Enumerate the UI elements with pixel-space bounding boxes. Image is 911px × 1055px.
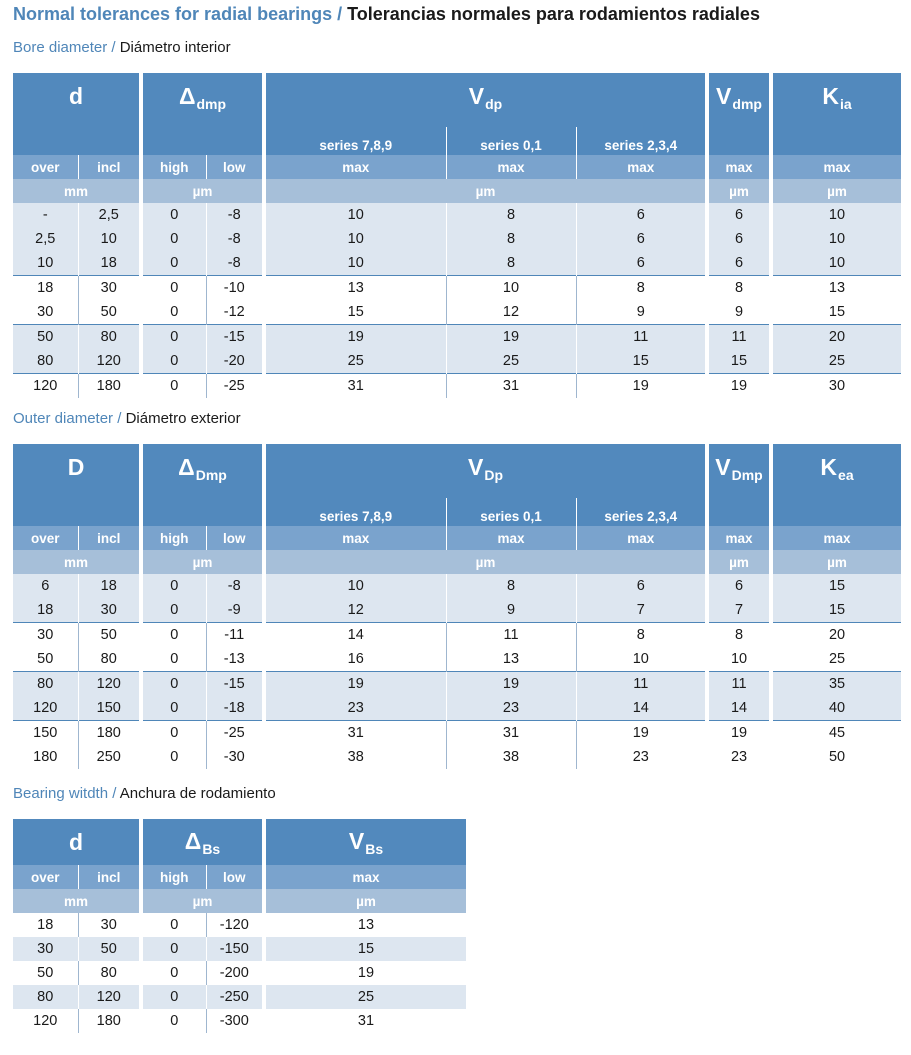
page-title-en: Normal tolerances for radial bearings / — [13, 4, 343, 24]
table-cell: -8 — [206, 574, 264, 598]
table-cell: 0 — [141, 696, 206, 721]
table-cell: 180 — [78, 1009, 141, 1033]
table-cell: 10 — [78, 227, 141, 251]
table-cell: 30 — [37, 304, 54, 320]
table-cell: 30 — [78, 598, 141, 623]
table-cell: 80 — [13, 672, 78, 697]
table-cell: 19 — [707, 374, 771, 399]
table-cell: 31 — [264, 1009, 466, 1033]
table-cell: 15 — [264, 937, 466, 961]
table-cell: 120 — [78, 349, 141, 374]
outer-diameter-table — [13, 444, 901, 769]
table-cell: 8 — [446, 251, 576, 276]
table-cell: 23 — [446, 696, 576, 721]
table-cell: 180 — [78, 721, 141, 746]
table-cell: 6 — [576, 251, 707, 276]
table-cell: 10 — [446, 276, 576, 301]
table-cell: 0 — [141, 745, 206, 769]
table-row — [13, 349, 901, 374]
table-cell: -15 — [206, 325, 264, 350]
section-label-bore — [13, 39, 231, 56]
table-cell: -13 — [206, 647, 264, 672]
table-cell: 38 — [446, 745, 576, 769]
table-cell: 50 — [37, 965, 54, 981]
header-cell: max — [264, 526, 446, 550]
header-vm: $V_{dmp}$ — [707, 73, 771, 155]
table-cell: 80 — [13, 349, 78, 374]
table-row — [13, 251, 901, 276]
table-cell: 80 — [78, 325, 141, 350]
table-cell: 40 — [771, 696, 901, 721]
table-row — [13, 300, 901, 325]
table-row — [13, 374, 901, 399]
table-cell: 8 — [707, 623, 771, 648]
table-cell: 11 — [707, 325, 771, 350]
table-cell: -200 — [206, 961, 264, 985]
table-cell: 15 — [771, 598, 901, 623]
header-series: series 2,3,4 — [576, 127, 707, 155]
unit-cell: mm — [13, 889, 141, 913]
table-cell: 0 — [141, 203, 206, 227]
table-cell: 19 — [707, 721, 771, 746]
header-cell: incl — [78, 865, 141, 889]
table-row — [13, 913, 466, 937]
table-row — [13, 696, 901, 721]
table-cell: 0 — [141, 1009, 206, 1033]
table-cell: -10 — [206, 276, 264, 301]
table-row — [13, 203, 901, 227]
table-cell: 7 — [576, 598, 707, 623]
table-cell: 11 — [576, 672, 707, 697]
table-cell: 6 — [576, 203, 707, 227]
table-cell: 15 — [264, 300, 446, 325]
header-d: D — [13, 444, 141, 526]
header-cell: incl — [78, 155, 141, 179]
table-cell: -12 — [206, 300, 264, 325]
table-cell: 19 — [446, 325, 576, 350]
table-cell: 8 — [576, 623, 707, 648]
page-title-es: Tolerancias normales para rodamientos radiales — [347, 4, 760, 24]
table-cell: 8 — [707, 276, 771, 301]
header-series: series 0,1 — [446, 498, 576, 526]
table-cell: -18 — [206, 696, 264, 721]
header-cell: max — [576, 526, 707, 550]
table-cell: -15 — [206, 672, 264, 697]
table-row — [13, 325, 901, 350]
table-cell: 14 — [707, 696, 771, 721]
table-cell: 12 — [264, 598, 446, 623]
header-cell: max — [707, 526, 771, 550]
table-cell: -20 — [206, 349, 264, 374]
table-row — [13, 647, 901, 672]
table-row — [13, 672, 901, 697]
table-cell: -150 — [206, 937, 264, 961]
table-cell: 80 — [13, 985, 78, 1009]
table-cell: -25 — [206, 721, 264, 746]
table-cell: 6 — [576, 574, 707, 598]
table-cell: 8 — [446, 574, 576, 598]
table-cell: -25 — [206, 374, 264, 399]
bearing-width-table — [13, 819, 466, 1033]
table-cell: 0 — [141, 913, 206, 937]
table-cell: 18 — [13, 276, 78, 301]
table-cell: 23 — [576, 745, 707, 769]
header-cell: max — [771, 155, 901, 179]
table-row — [13, 721, 901, 746]
header-v: $V_{dp}$ — [264, 73, 707, 127]
header-delta: $\Delta_{dmp}$ — [141, 73, 264, 155]
table-cell: 50 — [771, 745, 901, 769]
table-cell: 13 — [264, 913, 466, 937]
table-cell: 10 — [264, 251, 446, 276]
table-cell: 23 — [707, 745, 771, 769]
header-delta: $\Delta_{Bs}$ — [141, 819, 264, 865]
header-cell: low — [206, 865, 264, 889]
table-cell: 12 — [446, 300, 576, 325]
unit-cell: µm — [771, 179, 901, 203]
table-cell: 9 — [707, 300, 771, 325]
table-cell: 0 — [141, 598, 206, 623]
table-cell: 120 — [78, 672, 141, 697]
header-v: $V_{Bs}$ — [264, 819, 466, 865]
table-row — [13, 1009, 466, 1033]
table-cell: 20 — [771, 325, 901, 350]
table-row — [13, 985, 466, 1009]
header-cell: max — [576, 155, 707, 179]
table-cell: 25 — [264, 985, 466, 1009]
table-cell: 10 — [264, 203, 446, 227]
header-d: d — [13, 73, 141, 155]
table-cell: 0 — [141, 227, 206, 251]
table-cell: -120 — [206, 913, 264, 937]
table-cell: - — [13, 203, 78, 227]
table-cell: 10 — [771, 227, 901, 251]
header-d: d — [13, 819, 141, 865]
header-cell: high — [141, 155, 206, 179]
table-cell: 19 — [576, 721, 707, 746]
table-row — [13, 227, 901, 251]
header-series: series 7,8,9 — [264, 498, 446, 526]
header-vm: $V_{Dmp}$ — [707, 444, 771, 526]
table-cell: 80 — [78, 961, 141, 985]
table-cell: 13 — [446, 647, 576, 672]
table-cell: 6 — [13, 574, 78, 598]
table-cell: 10 — [771, 203, 901, 227]
table-cell: 20 — [771, 623, 901, 648]
header-row-units — [13, 179, 901, 203]
table-cell: 13 — [264, 276, 446, 301]
table-cell: -250 — [206, 985, 264, 1009]
unit-cell: µm — [141, 889, 264, 913]
table-cell: 10 — [707, 647, 771, 672]
table-cell: -8 — [206, 251, 264, 276]
table-cell: 10 — [771, 251, 901, 276]
table-cell: 25 — [264, 349, 446, 374]
header-cell: low — [206, 155, 264, 179]
table-cell: 8 — [446, 203, 576, 227]
unit-cell: µm — [264, 550, 707, 574]
header-delta: $\Delta_{Dmp}$ — [141, 444, 264, 526]
table-cell: 31 — [446, 721, 576, 746]
header-cell: max — [771, 526, 901, 550]
table-cell: 0 — [141, 251, 206, 276]
table-cell: -30 — [206, 745, 264, 769]
table-row — [13, 574, 901, 598]
table-cell: 50 — [37, 651, 54, 667]
table-cell: 31 — [446, 374, 576, 399]
table-cell: 31 — [264, 721, 446, 746]
table-cell: 120 — [78, 985, 141, 1009]
table-cell: 14 — [576, 696, 707, 721]
table-cell: 0 — [141, 374, 206, 399]
table-cell: 0 — [141, 300, 206, 325]
header-cell: max — [446, 155, 576, 179]
table-cell: -8 — [206, 227, 264, 251]
header-row-main — [13, 73, 901, 127]
table-cell: 15 — [771, 574, 901, 598]
table-cell: 31 — [264, 374, 446, 399]
table-cell: 30 — [78, 913, 141, 937]
header-cell: over — [13, 526, 78, 550]
table-cell: 2,5 — [78, 203, 141, 227]
table-row — [13, 598, 901, 623]
table-cell: 0 — [141, 574, 206, 598]
section-label-bore-en: Bore diameter / — [13, 39, 116, 56]
table-cell: 9 — [446, 598, 576, 623]
table-cell: 9 — [576, 300, 707, 325]
table-cell: 120 — [13, 374, 78, 399]
bore-diameter-table — [13, 73, 901, 398]
table-row — [13, 623, 901, 648]
table-cell: 15 — [771, 300, 901, 325]
table-cell: 6 — [707, 251, 771, 276]
header-series: series 0,1 — [446, 127, 576, 155]
header-cell: high — [141, 865, 206, 889]
table-cell: 18 — [13, 598, 78, 623]
table-cell: 25 — [446, 349, 576, 374]
table-cell: 10 — [264, 227, 446, 251]
header-row-limits — [13, 155, 901, 179]
header-cell: max — [446, 526, 576, 550]
table-cell: 19 — [576, 374, 707, 399]
unit-cell: mm — [13, 179, 141, 203]
table-cell: 0 — [141, 985, 206, 1009]
unit-cell: µm — [264, 179, 707, 203]
header-row-units — [13, 550, 901, 574]
unit-cell: µm — [707, 179, 771, 203]
table-cell: 15 — [576, 349, 707, 374]
table-cell: 11 — [576, 325, 707, 350]
table-cell: 2,5 — [13, 227, 78, 251]
header-series: series 7,8,9 — [264, 127, 446, 155]
table-cell: 0 — [141, 647, 206, 672]
table-cell: 11 — [707, 672, 771, 697]
table-cell: 25 — [771, 349, 901, 374]
table-cell: 18 — [78, 251, 141, 276]
header-v: $V_{Dp}$ — [264, 444, 707, 498]
table-cell: 18 — [78, 574, 141, 598]
header-cell: over — [13, 155, 78, 179]
table-cell: 0 — [141, 721, 206, 746]
table-cell: 19 — [264, 325, 446, 350]
table-cell: 16 — [264, 647, 446, 672]
table-cell: 13 — [771, 276, 901, 301]
section-label-outer-en: Outer diameter / — [13, 410, 122, 427]
header-k: $K_{ia}$ — [771, 73, 901, 155]
table-cell: 6 — [707, 203, 771, 227]
header-cell: high — [141, 526, 206, 550]
section-label-width — [13, 785, 276, 802]
table-cell: 19 — [446, 672, 576, 697]
table-row — [13, 961, 466, 985]
page-title — [13, 4, 760, 25]
table-cell: 120 — [13, 696, 78, 721]
unit-cell: µm — [141, 550, 264, 574]
section-label-outer — [13, 410, 241, 427]
table-cell: 35 — [771, 672, 901, 697]
table-cell: 50 — [78, 937, 141, 961]
table-cell: 30 — [78, 276, 141, 301]
table-cell: 0 — [141, 961, 206, 985]
table-row — [13, 937, 466, 961]
table-cell: 6 — [707, 574, 771, 598]
table-cell: 180 — [78, 374, 141, 399]
table-cell: 6 — [707, 227, 771, 251]
table-cell: 8 — [576, 276, 707, 301]
section-label-width-en: Bearing witdth / — [13, 785, 117, 802]
table-cell: 10 — [13, 251, 78, 276]
table-cell: 30 — [771, 374, 901, 399]
table-cell: 10 — [264, 574, 446, 598]
table-cell: 250 — [78, 745, 141, 769]
table-cell: 19 — [264, 961, 466, 985]
table-cell: 38 — [264, 745, 446, 769]
table-cell: 8 — [446, 227, 576, 251]
table-row — [13, 745, 901, 769]
table-row — [13, 276, 901, 301]
header-cell: max — [264, 155, 446, 179]
table-cell: 25 — [771, 647, 901, 672]
table-cell: 0 — [141, 276, 206, 301]
header-k: $K_{ea}$ — [771, 444, 901, 526]
table-cell: 80 — [78, 647, 141, 672]
table-cell: 6 — [576, 227, 707, 251]
header-series: series 2,3,4 — [576, 498, 707, 526]
table-cell: 0 — [141, 937, 206, 961]
section-label-bore-es: Diámetro interior — [119, 39, 231, 56]
header-row-main — [13, 819, 466, 865]
table-cell: 50 — [78, 623, 141, 648]
table-cell: 0 — [141, 349, 206, 374]
unit-cell: µm — [707, 550, 771, 574]
unit-cell: µm — [771, 550, 901, 574]
table-cell: 0 — [141, 672, 206, 697]
table-cell: -11 — [206, 623, 264, 648]
header-row-limits — [13, 865, 466, 889]
table-cell: 23 — [264, 696, 446, 721]
section-label-width-es: Anchura de rodamiento — [119, 785, 276, 802]
table-cell: 14 — [264, 623, 446, 648]
unit-cell: mm — [13, 550, 141, 574]
table-cell: 30 — [13, 937, 78, 961]
table-cell: 50 — [13, 325, 78, 350]
header-row-main — [13, 444, 901, 498]
table-cell: 10 — [576, 647, 707, 672]
unit-cell: µm — [141, 179, 264, 203]
header-cell: max — [707, 155, 771, 179]
table-cell: 150 — [78, 696, 141, 721]
table-cell: 120 — [33, 1013, 58, 1029]
table-cell: 11 — [446, 623, 576, 648]
table-cell: 150 — [13, 721, 78, 746]
table-cell: -8 — [206, 203, 264, 227]
header-cell: over — [13, 865, 78, 889]
table-cell: 7 — [707, 598, 771, 623]
table-cell: 45 — [771, 721, 901, 746]
table-cell: 30 — [13, 623, 78, 648]
table-cell: 0 — [141, 623, 206, 648]
header-row-units — [13, 889, 466, 913]
header-row-limits — [13, 526, 901, 550]
table-cell: 180 — [33, 749, 58, 765]
header-cell: low — [206, 526, 264, 550]
unit-cell: µm — [264, 889, 466, 913]
table-cell: 15 — [707, 349, 771, 374]
header-cell: max — [264, 865, 466, 889]
table-cell: 18 — [37, 917, 54, 933]
section-label-outer-es: Diámetro exterior — [125, 410, 241, 427]
table-cell: 19 — [264, 672, 446, 697]
table-cell: 50 — [78, 300, 141, 325]
table-cell: -300 — [206, 1009, 264, 1033]
table-cell: -9 — [206, 598, 264, 623]
header-cell: incl — [78, 526, 141, 550]
table-cell: 0 — [141, 325, 206, 350]
